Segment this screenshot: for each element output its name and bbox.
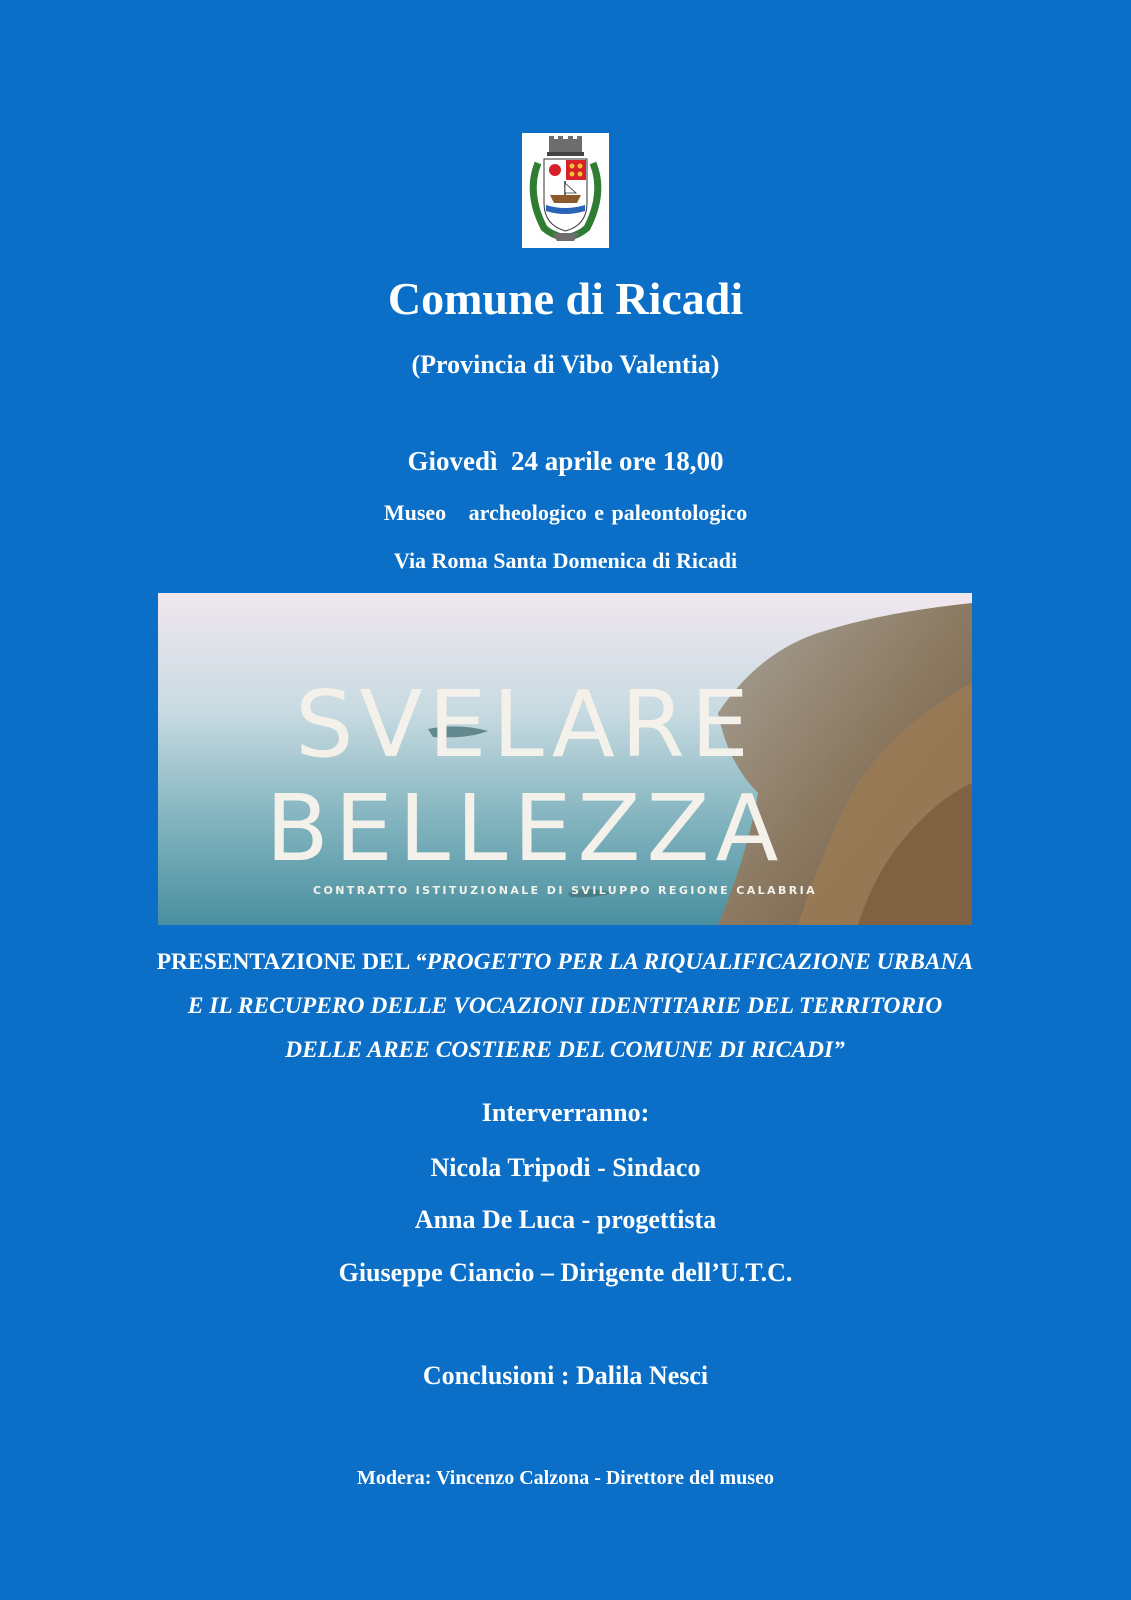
presentation-text xyxy=(150,940,980,1072)
banner-subtitle: CONTRATTO ISTITUZIONALE DI SVILUPPO REGIONE CALABRIA xyxy=(312,884,818,897)
province-subtitle: (Provincia di Vibo Valentia) xyxy=(411,350,720,379)
coat-of-arms xyxy=(522,133,609,248)
speaker-item: Giuseppe Ciancio – Dirigente dell’U.T.C. xyxy=(338,1258,793,1287)
speaker-item: Nicola Tripodi - Sindaco xyxy=(430,1153,701,1182)
conclusions: Conclusioni : Dalila Nesci xyxy=(422,1361,709,1390)
banner-headline-1: SVELARE xyxy=(295,671,755,778)
municipal-coat-of-arms-icon xyxy=(522,133,609,248)
presentation-lead: PRESENTAZIONE DEL xyxy=(156,949,415,975)
project-title: “PROGETTO PER LA RIQUALIFICAZIONE URBANA E IL RECUPERO DELLE VOCAZIONI IDENTITARIE DEL TERRITORIO DELLE AREE COSTIERE DEL COMUNE DI RICADI” xyxy=(187,949,974,1063)
moderator: Modera: Vincenzo Calzona - Direttore del museo xyxy=(357,1467,774,1489)
svelare-bellezza-banner xyxy=(158,593,972,925)
speakers-heading: Interverranno: xyxy=(481,1098,650,1127)
banner-headline-2: BELLEZZA xyxy=(265,775,785,882)
event-datetime: Giovedì 24 aprile ore 18,00 xyxy=(407,446,724,476)
speaker-item: Anna De Luca - progettista xyxy=(414,1205,717,1234)
page-title: Comune di Ricadi xyxy=(387,273,744,324)
event-address: Via Roma Santa Domenica di Ricadi xyxy=(393,548,738,573)
event-venue: Museo archeologico e paleontologico xyxy=(383,500,748,525)
